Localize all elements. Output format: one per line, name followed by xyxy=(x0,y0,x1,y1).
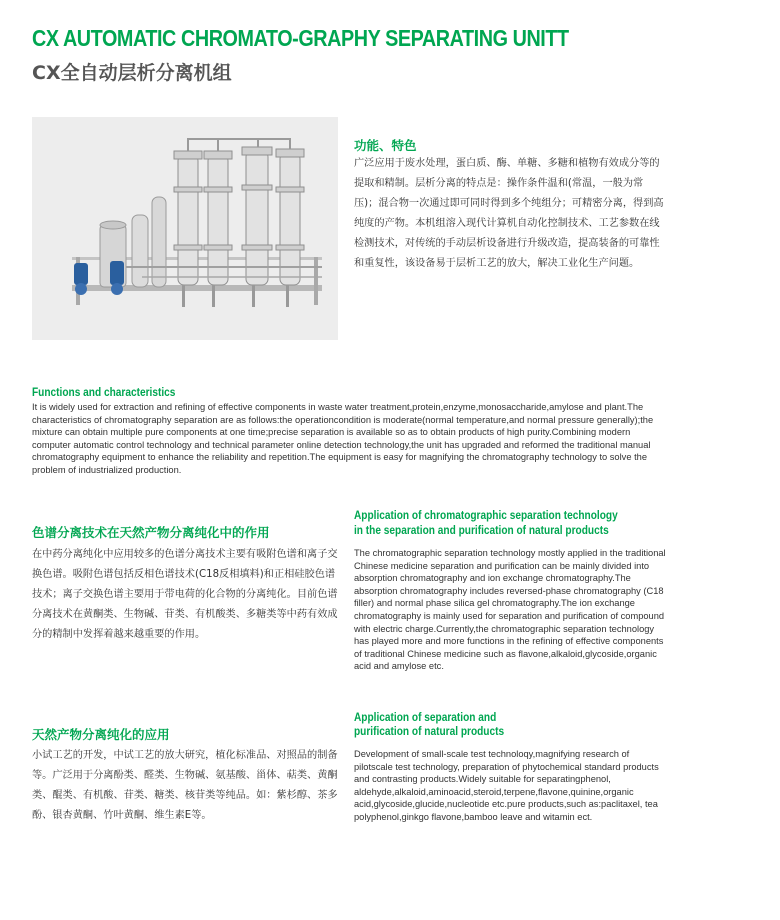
chromatography-en-body: The chromatographic separation technology mostly applied in the traditional Chinese medicine separation and purification can be mainly divided into absorption chromatography and ion exchange chromatography.The absorption chromatography includes reversed-phase chromatography (C18 filler) and normal phase silica gel chromatography.The ion exchange chromatography is mainly used for separation and purification of compound with electric charge.Currently,the chromatographic separation technology has played more and more functions in the refining of effective components of traditional Chinese medicine such as flavone,alkaloid,glycoside,organic acid and amylose etc. xyxy=(354,548,666,672)
chromatography-cn-heading: 色谱分离技术在天然产物分离纯化中的作用 xyxy=(32,525,270,540)
chromatography-unit-illustration xyxy=(32,117,338,340)
features-cn-body: 广泛应用于废水处理，蛋白质、酶、单糖、多糖和植物有效成分等的提取和精制。层析分离的特点是：操作条件温和(常温，一般为常压)；混合物一次通过即可同时得到多个纯组分；可精密分离，得到高纯度的产物。本机组溶入现代计算机自动化控制技术、工艺参数在线检测技术，对传统的手动层析设备进行升级改造，提高装备的可靠性和重复性，该设备易于层析工艺的放大，解决工业化生产问题。 xyxy=(354,158,664,269)
features-cn-heading: 功能、特色 xyxy=(354,138,417,153)
natural-cn-body: 小试工艺的开发，中试工艺的放大研究，植化标准品、对照品的制备等。广泛用于分离酚类、醛类、生物碱、氨基酸、甾体、萜类、黄酮类、醌类、有机酸、苷类、糖类、核苷类等纯品。如：紫杉醇、茶多酚、银杏黄酮、竹叶黄酮、维生素E等。 xyxy=(32,750,338,821)
chromatography-en-heading-1: Application of chromatographic separation technology xyxy=(354,510,618,522)
natural-cn-heading: 天然产物分离纯化的应用 xyxy=(32,727,170,742)
chromatography-cn-body: 在中药分离纯化中应用较多的色谱分离技术主要有吸附色谱和离子交换色谱。吸附色谱包括反相色谱技术(C18反相填料)和正相硅胶色谱技术；离子交换色谱主要用于带电荷的化合物的分离纯化。目前色谱分离技术在黄酮类、生物碱、苷类、有机酸类、多糖类等中药有效成分的精制中发挥着越来越重要的作用。 xyxy=(32,549,338,640)
product-photo xyxy=(32,117,338,340)
natural-en-heading-2: purification of natural products xyxy=(354,726,505,738)
chromatography-en-heading-2: in the separation and purification of natural products xyxy=(354,525,609,537)
title-chinese: CX全自动层析分离机组 xyxy=(32,62,232,84)
natural-en-body: Development of small-scale test technoloqy,magnifying research of pilotscale test technology, preparation of phytochemical standard products and contrasting products.Widely suitable for separatingphenol, aldehyde,alkaloid,aminoacid,steroid,terpene,flavone,quinine,organic acid,glycoside,glucide,nucleotide etc.pure products,such as:paclitaxel, tea polyphenol,ginkgo flavone,bamboo leave and witamin ect. xyxy=(354,749,659,822)
title-english: CX AUTOMATIC CHROMATO-GRAPHY SEPARATING UNITT xyxy=(32,25,569,51)
features-en-body: It is widely used for extraction and refining of effective components in waste water treatment,protein,enzyme,monosaccharide,amylose and plant.The characteristics of chromatography separation are as follows:the operationcondition is moderate(normal temperature,and normal pressure generally);the mixture can obtain multiple pure components at one time;precise separation is available so as to obtain products of high purity.Combining modern computer automatic control technology and technical parameter online detection technology,the unit has upgraded and reformed the traditional manual chromatography equipment to enhance the reliability and repetition.The equipment is easy for magnifying the chromatography technology to solve the problem of industrialized production. xyxy=(32,402,654,475)
natural-en-heading-1: Application of separation and xyxy=(354,712,497,724)
features-en-heading: Functions and characteristics xyxy=(32,387,176,399)
